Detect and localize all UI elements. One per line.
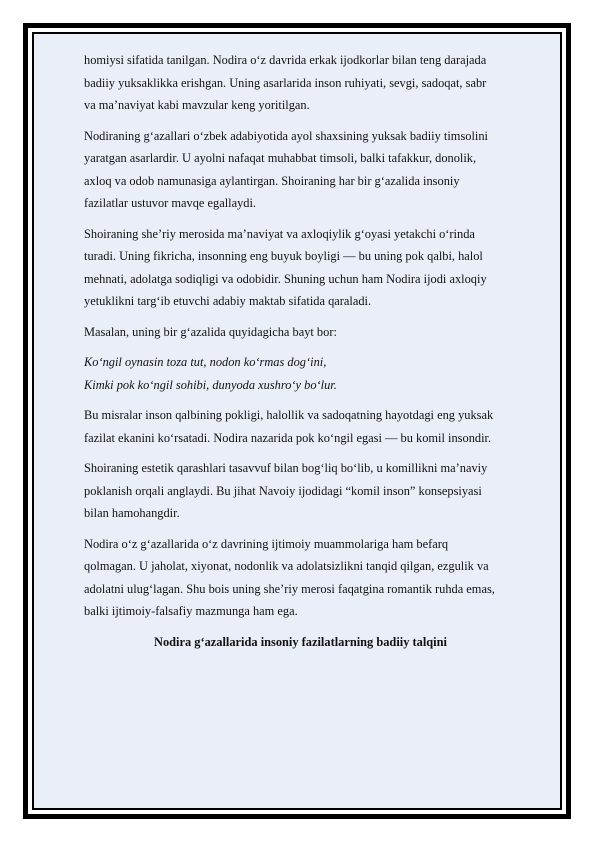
poem-bayt: [84, 351, 554, 396]
paragraph-3: Shoiraning she’riy merosida ma’naviyat va axloqiylik g‘oyasi yetakchi o‘rinda turadi. Uning fikricha, insonning eng buyuk boyligi — bu uning pok qalbi, halol mehnati, adolatga sodiqligi va odobidir. Shuning uchun ham Nodira ijodi axloqiy yetuklikni targ‘ib etuvchi adabiy maktab sifatida qaraladi.: [84, 226, 487, 308]
paragraph-5: Bu misralar inson qalbining pokligi, halollik va sadoqatning hayotdagi eng yuksak fazilat ekanini ko‘rsatadi. Nodira nazarida pok ko‘ngil egasi — bu komil insondir.: [84, 408, 494, 445]
paragraph-2: Nodiraning g‘azallari o‘zbek adabiyotida ayol shaxsining yuksak badiiy timsolini yaratgan asarlardir. U ayolni nafaqat muhabbat timsoli, balki tafakkur, donolik, axloq va odob namunasiga aylantirgan. Shoiraning har bir g‘azalida insoniy fazilatlar ustuvor mavqe egallaydi.: [84, 128, 488, 210]
paragraph-6: Shoiraning estetik qarashlari tasavvuf bilan bog‘liq bo‘lib, u komillikni ma’naviy poklanish orqali anglaydi. Bu jihat Navoiy ijodidagi “komil inson” konsepsiyasi bilan hamohangdir.: [84, 461, 488, 520]
document-body: [84, 49, 554, 653]
section-heading: Nodira g‘azallarida insoniy fazilatlarning badiiy talqini: [154, 634, 447, 649]
paragraph-1: homiysi sifatida tanilgan. Nodira o‘z davrida erkak ijodkorlar bilan teng darajada badiiy yuksaklikka erishgan. Uning asarlarida inson ruhiyati, sevgi, sadoqat, sabr va ma’naviyat kabi mavzular keng yoritilgan.: [84, 53, 487, 112]
paragraph-7: Nodira o‘z g‘azallarida o‘z davrining ijtimoiy muammolariga ham befarq qolmagan. U jaholat, xiyonat, nodonlik va adolatsizlikni tanqid qilgan, ezgulik va adolatni ulug‘lagan. Shu bois uning she’riy merosi faqatgina romantik ruhda emas, balki ijtimoiy-falsafiy mazmunga ham ega.: [84, 536, 495, 618]
poem-line-2: Kimki pok ko‘ngil sohibi, dunyoda xushro‘y bo‘lur.: [84, 377, 337, 392]
paragraph-4: Masalan, uning bir g‘azalida quyidagicha bayt bor:: [84, 324, 337, 339]
poem-line-1: Ko‘ngil oynasin toza tut, nodon ko‘rmas dog‘ini,: [84, 355, 327, 369]
